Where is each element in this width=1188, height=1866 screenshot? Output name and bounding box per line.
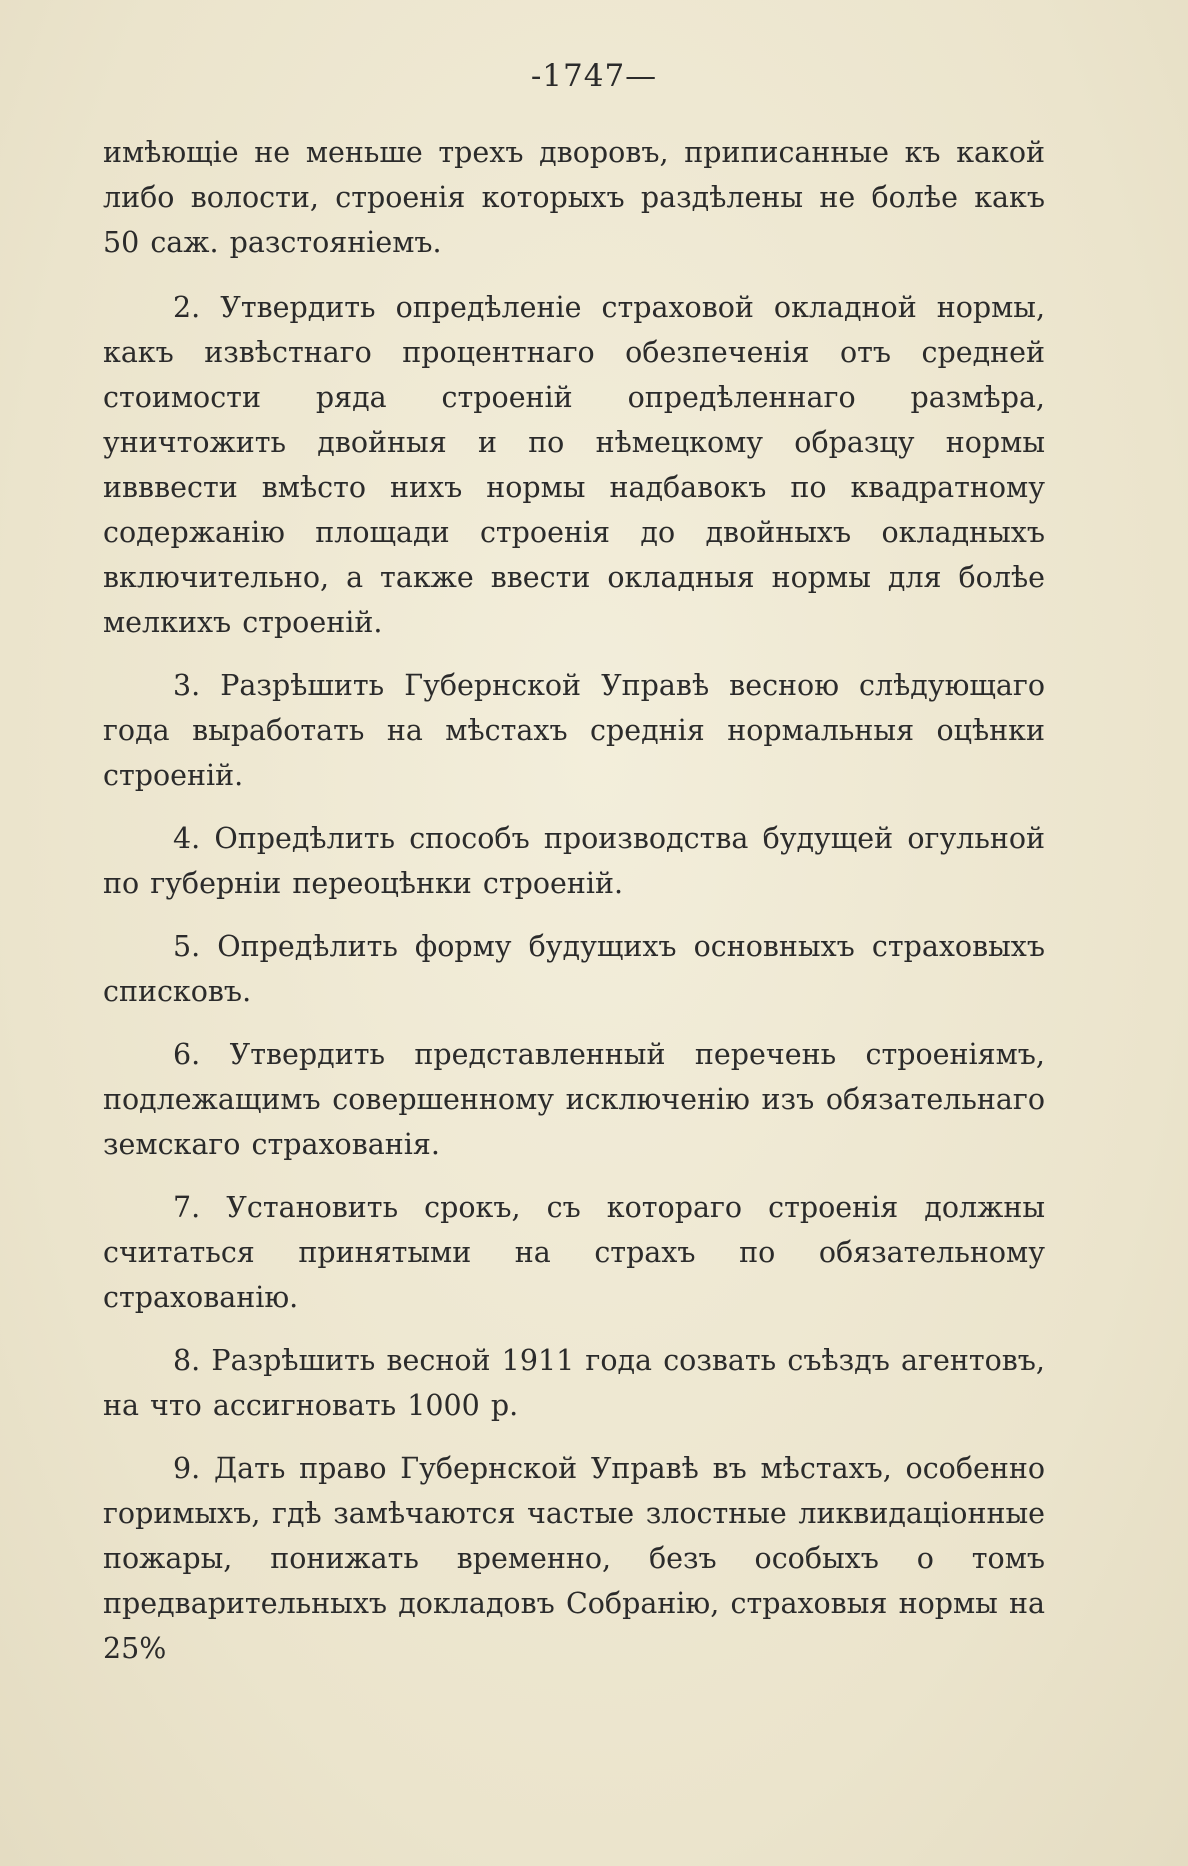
paragraph-item-8 (103, 1338, 1045, 1428)
paragraph-number: 6. (173, 1038, 201, 1071)
paragraph-number: 4. (173, 822, 201, 855)
paragraph-item-2 (103, 285, 1045, 645)
paragraph-item-4 (103, 816, 1045, 906)
paragraph-item-7 (103, 1185, 1045, 1320)
paragraph-number: 5. (173, 930, 201, 963)
body-text (103, 130, 1045, 1689)
paragraph-text: имѣющіе не меньше трехъ дворовъ, приписанные къ какой либо волости, строенія которыхъ раздѣлены не болѣе какъ 50 саж. разстояніемъ. (103, 136, 1045, 259)
paragraph-item-6 (103, 1032, 1045, 1167)
paragraph-number: 8. (173, 1344, 201, 1377)
paragraph-number: 7. (173, 1191, 201, 1224)
paragraph-text: Утвердить представленный перечень строеніямъ, подлежащимъ совершенному исключенію изъ обязательнаго земскаго страхованія. (103, 1038, 1045, 1161)
paragraph-text: Дать право Губернской Управѣ въ мѣстахъ, особенно горимыхъ, гдѣ замѣчаются частые злостные ликвидаціонные пожары, понижать временно, безъ особыхъ о томъ предварительныхъ докладовъ Собранію, страховыя нормы на 25% (103, 1452, 1046, 1665)
paragraph-number: 3. (173, 669, 201, 702)
paragraph-item-5 (103, 924, 1045, 1014)
paragraph-continuation (103, 130, 1045, 265)
paragraph-number: 9. (173, 1452, 201, 1485)
paragraph-text: Разрѣшить Губернской Управѣ весною слѣдующаго года выработать на мѣстахъ среднія нормальныя оцѣнки строеній. (103, 669, 1046, 792)
paragraph-number: 2. (173, 291, 201, 324)
paragraph-text: Утвердить опредѣленіе страховой окладной нормы, какъ извѣстнаго процентнаго обезпеченія отъ средней стоимости ряда строеній опредѣленнаго размѣра, уничтожить двойныя и по нѣмецкому образцу нормы ивввести вмѣсто нихъ нормы надбавокъ по квадратному содержанію площади строенія до двойныхъ окладныхъ включительно, а также ввести окладныя нормы для болѣе мелкихъ строеній. (103, 291, 1046, 639)
paragraph-item-9 (103, 1446, 1045, 1671)
page-number: -1747— (530, 58, 658, 94)
paragraph-text: Разрѣшить весной 1911 года созвать съѣздъ агентовъ, на что ассигновать 1000 р. (103, 1344, 1045, 1422)
paragraph-item-3 (103, 663, 1045, 798)
paragraph-text: Опредѣлить способъ производства будущей огульной по губерніи переоцѣнки строеній. (103, 822, 1045, 900)
paragraph-text: Опредѣлить форму будущихъ основныхъ страховыхъ списковъ. (103, 930, 1045, 1008)
paragraph-text: Установить срокъ, съ котораго строенія должны считаться принятыми на страхъ по обязательному страхованію. (103, 1191, 1045, 1314)
